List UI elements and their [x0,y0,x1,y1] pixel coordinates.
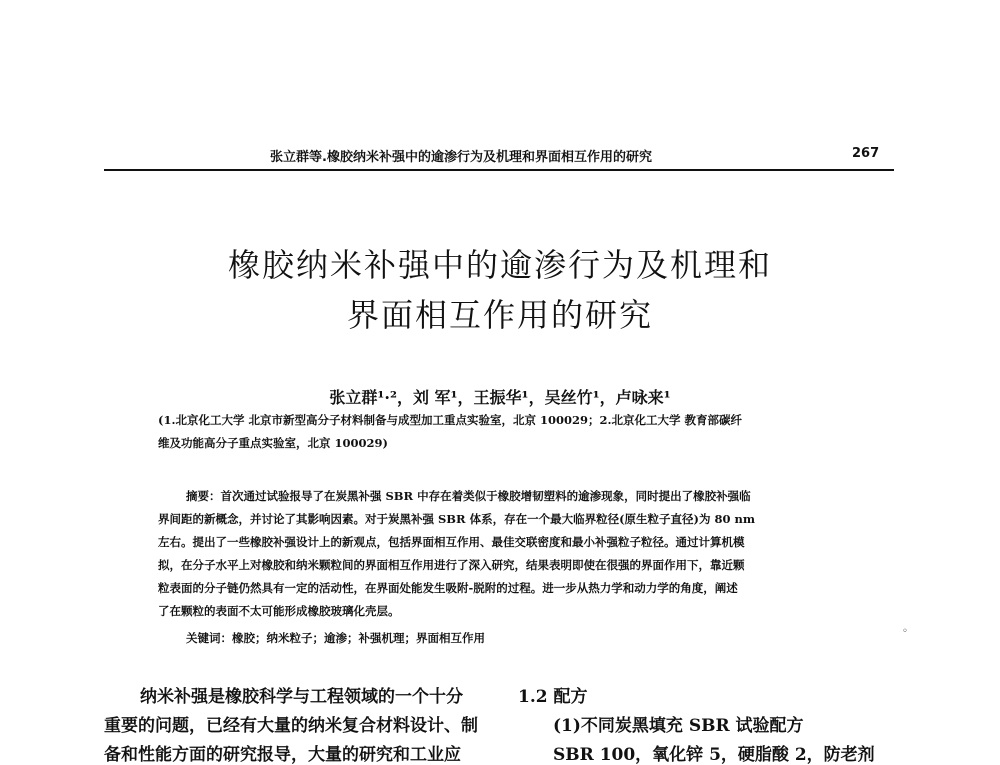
article-title-line-2: 界面相互作用的研究 [346,296,653,334]
abstract-line: 摘要：首次通过试验报导了在炭黑补强 SBR 中存在着类似于橡胶增韧塑料的逾渗现象，同时提出了橡胶补强临 [186,489,751,503]
affiliation-line-1: (1.北京化工大学 北京市新型高分子材料制备与成型加工重点实验室，北京 100029；2.北京化工大学 教育部碳纤 [158,413,742,427]
header-rule [104,169,894,171]
body-left-line: 重要的问题，已经有大量的纳米复合材料设计、制 [104,716,478,736]
section-heading: 1.2 配方 [518,687,588,707]
page-number: 267 [852,146,880,161]
abstract-line: 左右。提出了一些橡胶补强设计上的新观点，包括界面相互作用、最佳交联密度和最小补强粒子粒径。通过计算机模 [158,535,745,549]
body-left-line: 备和性能方面的研究报导，大量的研究和工业应 [104,745,461,765]
abstract-line: 界间距的新概念，并讨论了其影响因素。对于炭黑补强 SBR 体系，存在一个最大临界粒径(原生粒子直径)为 80 nm [158,512,756,526]
abstract-line: 拟，在分子水平上对橡胶和纳米颗粒间的界面相互作用进行了深入研究，结果表明即使在很强的界面作用下，靠近颗 [158,558,745,572]
body-right-line: (1)不同炭黑填充 SBR 试验配方 [553,716,804,736]
keywords-line: 关键词：橡胶；纳米粒子；逾渗；补强机理；界面相互作用 [186,631,485,645]
running-header-title: 张立群等.橡胶纳米补强中的逾渗行为及机理和界面相互作用的研究 [270,150,652,165]
stray-mark: ◦ [902,626,908,637]
article-title-line-1: 橡胶纳米补强中的逾渗行为及机理和 [227,246,772,284]
abstract-line: 了在颗粒的表面不太可能形成橡胶玻璃化壳层。 [158,604,400,618]
abstract-line: 粒表面的分子链仍然具有一定的活动性，在界面处能发生吸附-脱附的过程。进一步从热力学和动力学的角度，阐述 [158,581,738,595]
author-list: 张立群¹·²，刘 军¹，王振华¹，吴丝竹¹，卢咏来¹ [329,388,671,407]
body-right-line: SBR 100，氧化锌 5，硬脂酸 2，防老剂 [553,745,875,765]
body-left-line: 纳米补强是橡胶科学与工程领域的一个十分 [140,687,463,707]
affiliation-line-2: 维及功能高分子重点实验室，北京 100029) [158,436,388,450]
